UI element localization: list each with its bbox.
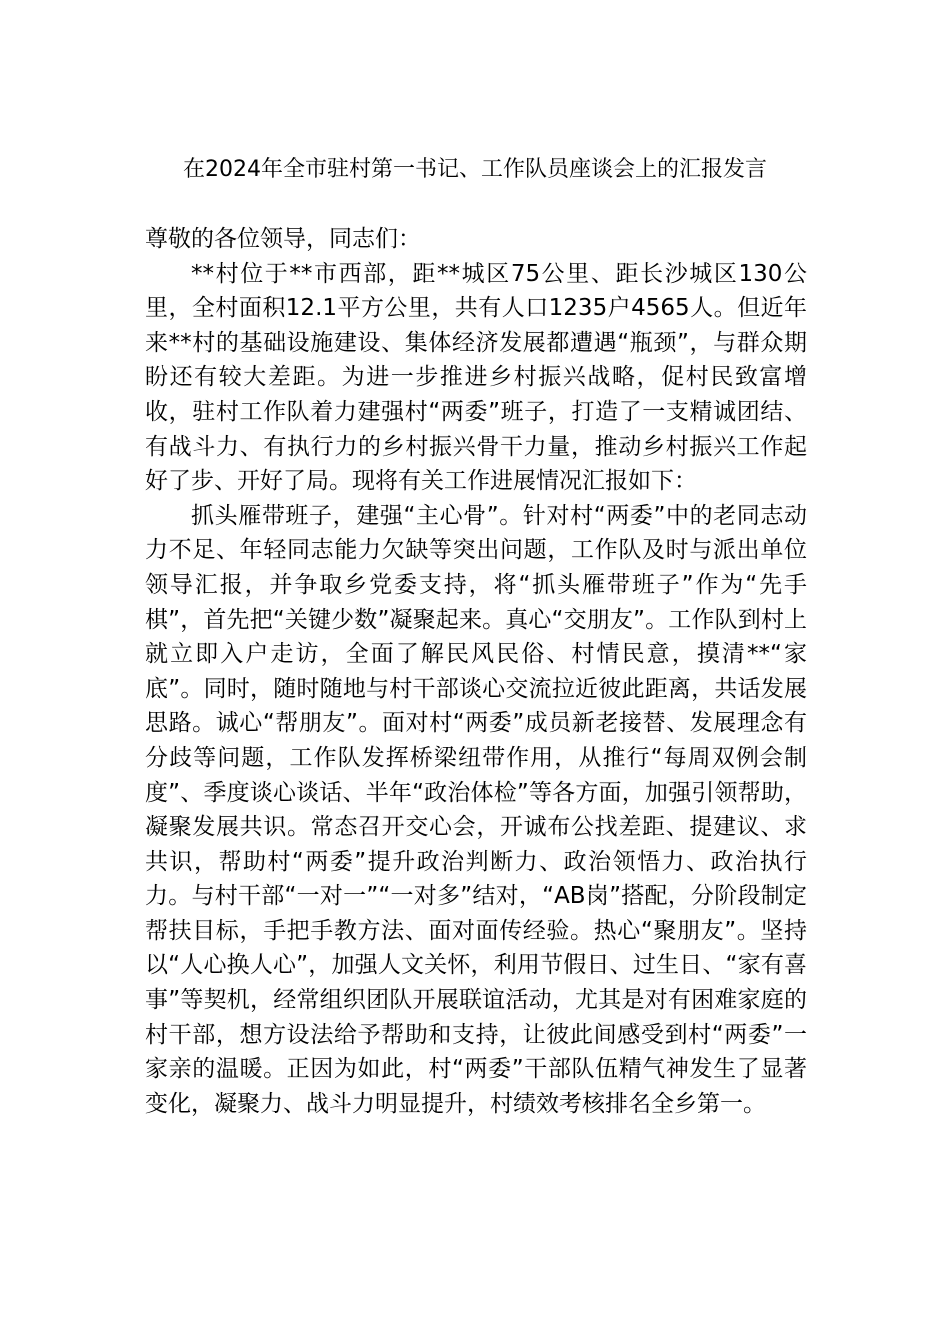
document-title: 在2024年全市驻村第一书记、工作队员座谈会上的汇报发言 (183, 157, 767, 182)
paragraph-leadership: 抓头雁带班子，建强“主心骨”。针对村“两委”中的老同志动力不足、年轻同志能力欠缺等突出问题，工作队及时与派出单位领导汇报，并争取乡党委支持，将“抓头雁带班子”作为“先手棋”，首先把“关键少数”凝聚起来。真心“交朋友”。工作队到村上就立即入户走访，全面了解民风民俗、村情民意，摸清**“家底”。同时，随时随地与村干部谈心交流拉近彼此距离，共话发展思路。诚心“帮朋友”。面对村“两委”成员新老接替、发展理念有分歧等问题，工作队发挥桥梁纽带作用，从推行“每周双例会制度”、季度谈心谈话、半年“政治体检”等各方面，加强引领帮助，凝聚发展共识。常态召开交心会，开诚布公找差距、提建议、求共识，帮助村“两委”提升政治判断力、政治领悟力、政治执行力。与村干部“一对一”“一对多”结对，“AB岗”搭配，分阶段制定帮扶目标，手把手教方法、面对面传经验。热心“聚朋友”。坚持以“人心换人心”，加强人文关怀，利用节假日、过生日、“家有喜事”等契机，经常组织团队开展联谊活动，尤其是对有困难家庭的村干部，想方设法给予帮助和支持，让彼此间感受到村“两委”一家亲的温暖。正因为如此，村“两委”干部队伍精气神发生了显著变化，凝聚力、战斗力明显提升，村绩效考核排名全乡第一。 (145, 502, 807, 1117)
document-body (145, 222, 807, 1121)
paragraph-intro: **村位于**市西部，距**城区75公里、距长沙城区130公里，全村面积12.1平方公里，共有人口1235户4565人。但近年来**村的基础设施建设、集体经济发展都遭遇“瓶颈”，与群众期盼还有较大差距。为进一步推进乡村振兴战略，促村民致富增收，驻村工作队着力建强村“两委”班子，打造了一支精诚团结、有战斗力、有执行力的乡村振兴骨干力量，推动乡村振兴工作起好了步、开好了局。现将有关工作进展情况汇报如下： (145, 260, 807, 495)
salutation: 尊敬的各位领导，同志们： (145, 226, 421, 252)
